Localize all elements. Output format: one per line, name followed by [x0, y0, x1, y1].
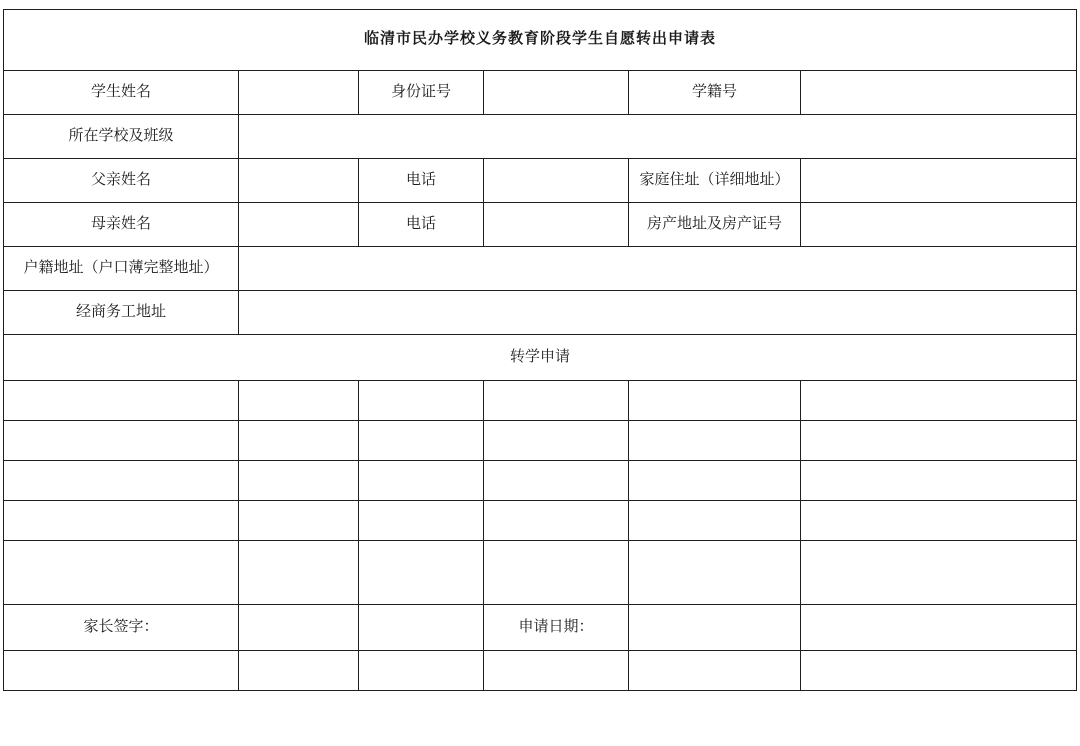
blank-cell[interactable]	[239, 381, 359, 421]
blank-cell[interactable]	[629, 651, 801, 691]
row-student-info	[4, 71, 1077, 115]
business-work-address-value[interactable]	[239, 291, 1077, 335]
row-blank-6	[4, 651, 1077, 691]
mother-phone-value[interactable]	[484, 203, 629, 247]
row-household-address	[4, 247, 1077, 291]
school-class-label: 所在学校及班级	[4, 115, 239, 159]
blank-cell[interactable]	[801, 421, 1077, 461]
row-father	[4, 159, 1077, 203]
property-address-value[interactable]	[801, 203, 1077, 247]
row-blank-4	[4, 501, 1077, 541]
title-row	[4, 10, 1077, 71]
blank-cell[interactable]	[359, 501, 484, 541]
row-blank-3	[4, 461, 1077, 501]
blank-cell[interactable]	[801, 651, 1077, 691]
id-number-value[interactable]	[484, 71, 629, 115]
parent-signature-label: 家长签字：	[4, 605, 239, 651]
student-name-label: 学生姓名	[4, 71, 239, 115]
blank-cell[interactable]	[239, 651, 359, 691]
household-address-label: 户籍地址（户口薄完整地址）	[4, 247, 239, 291]
transfer-application-form	[3, 9, 1077, 691]
row-school-class	[4, 115, 1077, 159]
father-phone-label: 电话	[359, 159, 484, 203]
home-address-label: 家庭住址（详细地址）	[629, 159, 801, 203]
blank-cell[interactable]	[484, 381, 629, 421]
blank-cell[interactable]	[801, 461, 1077, 501]
father-phone-value[interactable]	[484, 159, 629, 203]
blank-cell[interactable]	[629, 421, 801, 461]
blank-cell[interactable]	[484, 651, 629, 691]
blank-cell[interactable]	[239, 461, 359, 501]
blank-cell[interactable]	[801, 501, 1077, 541]
mother-name-label: 母亲姓名	[4, 203, 239, 247]
blank-cell[interactable]	[4, 461, 239, 501]
father-name-label: 父亲姓名	[4, 159, 239, 203]
blank-cell[interactable]	[359, 461, 484, 501]
blank-cell[interactable]	[629, 461, 801, 501]
blank-cell[interactable]	[4, 381, 239, 421]
blank-cell[interactable]	[629, 501, 801, 541]
row-blank-2	[4, 421, 1077, 461]
blank-cell[interactable]	[484, 541, 629, 605]
blank-cell[interactable]	[359, 421, 484, 461]
blank-cell[interactable]	[484, 421, 629, 461]
father-name-value[interactable]	[239, 159, 359, 203]
id-number-label: 身份证号	[359, 71, 484, 115]
blank-cell[interactable]	[484, 461, 629, 501]
row-signature	[4, 605, 1077, 651]
home-address-value[interactable]	[801, 159, 1077, 203]
row-mother	[4, 203, 1077, 247]
property-address-label: 房产地址及房产证号	[629, 203, 801, 247]
student-name-value[interactable]	[239, 71, 359, 115]
student-status-value[interactable]	[801, 71, 1077, 115]
blank-cell[interactable]	[359, 541, 484, 605]
blank-cell[interactable]	[359, 381, 484, 421]
row-blank-1	[4, 381, 1077, 421]
blank-cell[interactable]	[801, 605, 1077, 651]
application-date-value[interactable]	[629, 605, 801, 651]
school-class-value[interactable]	[239, 115, 1077, 159]
document-page	[0, 9, 1080, 746]
mother-phone-label: 电话	[359, 203, 484, 247]
blank-cell[interactable]	[359, 605, 484, 651]
blank-cell[interactable]	[239, 501, 359, 541]
household-address-value[interactable]	[239, 247, 1077, 291]
row-business-work-address	[4, 291, 1077, 335]
blank-cell[interactable]	[4, 541, 239, 605]
mother-name-value[interactable]	[239, 203, 359, 247]
blank-cell[interactable]	[629, 381, 801, 421]
row-blank-5	[4, 541, 1077, 605]
application-date-label: 申请日期：	[484, 605, 629, 651]
blank-cell[interactable]	[239, 421, 359, 461]
business-work-address-label: 经商务工地址	[4, 291, 239, 335]
blank-cell[interactable]	[801, 541, 1077, 605]
blank-cell[interactable]	[4, 501, 239, 541]
blank-cell[interactable]	[359, 651, 484, 691]
transfer-application-label: 转学申请	[4, 335, 1077, 381]
parent-signature-value[interactable]	[239, 605, 359, 651]
blank-cell[interactable]	[629, 541, 801, 605]
blank-cell[interactable]	[239, 541, 359, 605]
student-status-label: 学籍号	[629, 71, 801, 115]
blank-cell[interactable]	[4, 651, 239, 691]
blank-cell[interactable]	[801, 381, 1077, 421]
blank-cell[interactable]	[4, 421, 239, 461]
row-transfer-application-header	[4, 335, 1077, 381]
page-title: 临清市民办学校义务教育阶段学生自愿转出申请表	[4, 10, 1077, 71]
blank-cell[interactable]	[484, 501, 629, 541]
